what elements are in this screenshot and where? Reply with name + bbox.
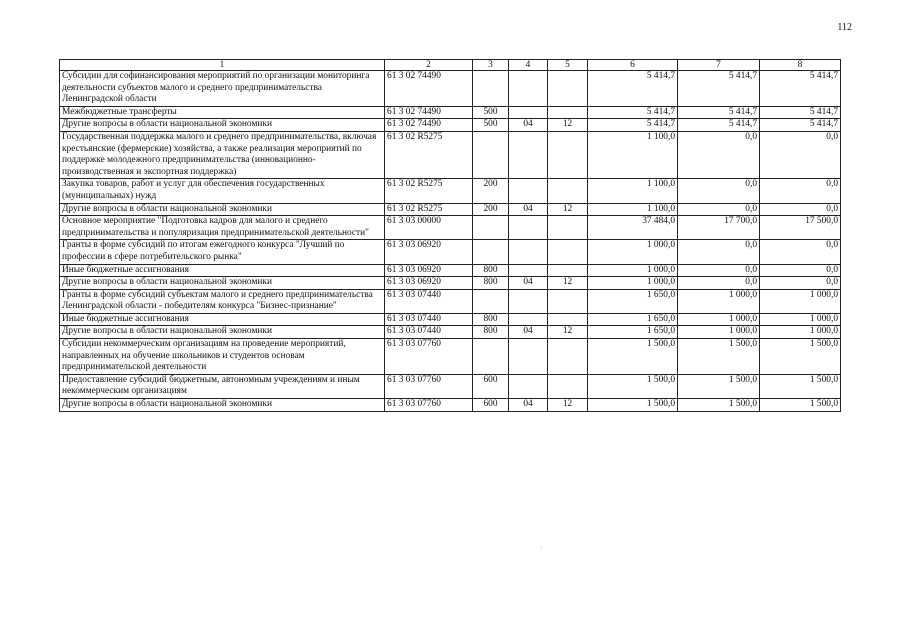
subsection-cell: [548, 374, 588, 398]
item-name-cell: Другие вопросы в области национальной экономики: [60, 203, 385, 216]
target-code-cell: 61 3 03 07440: [385, 289, 473, 313]
item-name-cell: Гранты в форме субсидий по итогам ежегодного конкурса "Лучший по профессии в сфере потребительского рынка": [60, 240, 385, 264]
subsection-cell: [548, 264, 588, 277]
subsection-cell: 12: [548, 326, 588, 339]
table-row: [60, 216, 841, 240]
subsection-cell: [548, 131, 588, 178]
expense-type-cell: 500: [473, 119, 509, 132]
column-header-7: 7: [678, 60, 760, 71]
amount-year-3-cell: 5 414,7: [760, 71, 841, 107]
amount-year-2-cell: 5 414,7: [678, 119, 760, 132]
section-cell: [509, 71, 548, 107]
subsection-cell: 12: [548, 203, 588, 216]
amount-year-2-cell: 1 500,0: [678, 399, 760, 412]
table-row: [60, 71, 841, 107]
column-header-5: 5: [548, 60, 588, 71]
section-cell: 04: [509, 326, 548, 339]
item-name-cell: Субсидии для софинансирования мероприятий по организации мониторинга деятельности субъектов малого и среднего предпринимательства Ленинградской области: [60, 71, 385, 107]
amount-year-3-cell: 5 414,7: [760, 119, 841, 132]
amount-year-1-cell: 1 650,0: [588, 313, 678, 326]
amount-year-3-cell: 0,0: [760, 264, 841, 277]
amount-year-3-cell: 1 000,0: [760, 313, 841, 326]
column-header-2: 2: [385, 60, 473, 71]
section-cell: [509, 289, 548, 313]
item-name-cell: Другие вопросы в области национальной экономики: [60, 326, 385, 339]
target-code-cell: 61 3 02 74490: [385, 71, 473, 107]
amount-year-1-cell: 5 414,7: [588, 71, 678, 107]
amount-year-3-cell: 17 500,0: [760, 216, 841, 240]
target-code-cell: 61 3 03 06920: [385, 240, 473, 264]
subsection-cell: [548, 339, 588, 375]
expense-type-cell: 500: [473, 106, 509, 119]
item-name-cell: Гранты в форме субсидий субъектам малого и среднего предпринимательства Ленинградской области - победителям конкурса "Бизнес-признание": [60, 289, 385, 313]
section-cell: [509, 216, 548, 240]
target-code-cell: 61 3 03 06920: [385, 264, 473, 277]
amount-year-2-cell: 0,0: [678, 203, 760, 216]
subsection-cell: [548, 106, 588, 119]
item-name-cell: Другие вопросы в области национальной экономики: [60, 399, 385, 412]
amount-year-3-cell: 1 500,0: [760, 374, 841, 398]
expense-type-cell: [473, 289, 509, 313]
amount-year-2-cell: 0,0: [678, 179, 760, 203]
table-row: [60, 240, 841, 264]
expense-type-cell: 800: [473, 264, 509, 277]
table-row: [60, 277, 841, 290]
target-code-cell: 61 3 03 07760: [385, 374, 473, 398]
amount-year-3-cell: 1 000,0: [760, 289, 841, 313]
amount-year-3-cell: 0,0: [760, 203, 841, 216]
expense-type-cell: [473, 339, 509, 375]
amount-year-2-cell: 17 700,0: [678, 216, 760, 240]
expense-type-cell: 800: [473, 313, 509, 326]
subsection-cell: [548, 313, 588, 326]
amount-year-2-cell: 5 414,7: [678, 106, 760, 119]
subsection-cell: [548, 240, 588, 264]
target-code-cell: 61 3 02 R5275: [385, 179, 473, 203]
section-cell: 04: [509, 277, 548, 290]
amount-year-3-cell: 1 000,0: [760, 326, 841, 339]
expense-type-cell: [473, 131, 509, 178]
column-header-8: 8: [760, 60, 841, 71]
item-name-cell: Другие вопросы в области национальной экономики: [60, 119, 385, 132]
subsection-cell: 12: [548, 277, 588, 290]
amount-year-3-cell: 0,0: [760, 277, 841, 290]
item-name-cell: Межбюджетные трансферты: [60, 106, 385, 119]
item-name-cell: Основное мероприятие "Подготовка кадров для малого и среднего предпринимательства и популяризация предпринимательской деятельности": [60, 216, 385, 240]
amount-year-1-cell: 1 100,0: [588, 179, 678, 203]
section-cell: [509, 179, 548, 203]
expense-type-cell: 200: [473, 203, 509, 216]
column-header-6: 6: [588, 60, 678, 71]
expense-type-cell: 600: [473, 374, 509, 398]
amount-year-2-cell: 1 500,0: [678, 374, 760, 398]
expense-type-cell: [473, 216, 509, 240]
section-cell: 04: [509, 203, 548, 216]
subsection-cell: 12: [548, 399, 588, 412]
amount-year-1-cell: 1 650,0: [588, 326, 678, 339]
expense-type-cell: 800: [473, 326, 509, 339]
item-name-cell: Другие вопросы в области национальной экономики: [60, 277, 385, 290]
section-cell: [509, 240, 548, 264]
target-code-cell: 61 3 02 R5275: [385, 203, 473, 216]
table-row: [60, 106, 841, 119]
amount-year-2-cell: 1 500,0: [678, 339, 760, 375]
table-row: [60, 203, 841, 216]
item-name-cell: Закупка товаров, работ и услуг для обеспечения государственных (муниципальных) нужд: [60, 179, 385, 203]
amount-year-1-cell: 1 000,0: [588, 264, 678, 277]
amount-year-3-cell: 0,0: [760, 240, 841, 264]
section-cell: [509, 131, 548, 178]
target-code-cell: 61 3 02 74490: [385, 106, 473, 119]
amount-year-2-cell: 1 000,0: [678, 326, 760, 339]
amount-year-2-cell: 0,0: [678, 264, 760, 277]
target-code-cell: 61 3 03 07440: [385, 313, 473, 326]
table-row: [60, 289, 841, 313]
section-cell: [509, 313, 548, 326]
amount-year-3-cell: 5 414,7: [760, 106, 841, 119]
amount-year-1-cell: 1 500,0: [588, 374, 678, 398]
section-cell: [509, 339, 548, 375]
target-code-cell: 61 3 03 07760: [385, 339, 473, 375]
amount-year-1-cell: 37 484,0: [588, 216, 678, 240]
expense-type-cell: 600: [473, 399, 509, 412]
expense-type-cell: 800: [473, 277, 509, 290]
amount-year-1-cell: 5 414,7: [588, 119, 678, 132]
item-name-cell: Иные бюджетные ассигнования: [60, 313, 385, 326]
item-name-cell: Государственная поддержка малого и среднего предпринимательства, включая крестьянские (фермерские) хозяйства, а также реализация мероприятий по поддержке молодежного предпринимательства (инновационно-производственная и экспортная поддержка): [60, 131, 385, 178]
amount-year-1-cell: 1 500,0: [588, 399, 678, 412]
amount-year-2-cell: 1 000,0: [678, 289, 760, 313]
item-name-cell: Иные бюджетные ассигнования: [60, 264, 385, 277]
item-name-cell: Субсидии некоммерческим организациям на проведение мероприятий, направленных на обучение школьников и студентов основам предпринимательской деятельности: [60, 339, 385, 375]
amount-year-3-cell: 1 500,0: [760, 339, 841, 375]
amount-year-3-cell: 0,0: [760, 131, 841, 178]
scan-speck: ·: [540, 543, 543, 552]
item-name-cell: Предоставление субсидий бюджетным, автономным учреждениям и иным некоммерческим организациям: [60, 374, 385, 398]
table-row: [60, 179, 841, 203]
table-row: [60, 339, 841, 375]
table-header-row: [60, 60, 841, 71]
budget-table: [59, 59, 841, 412]
expense-type-cell: 200: [473, 179, 509, 203]
table-row: [60, 313, 841, 326]
section-cell: [509, 374, 548, 398]
amount-year-1-cell: 5 414,7: [588, 106, 678, 119]
subsection-cell: [548, 216, 588, 240]
amount-year-1-cell: 1 000,0: [588, 240, 678, 264]
amount-year-2-cell: 5 414,7: [678, 71, 760, 107]
amount-year-2-cell: 1 000,0: [678, 313, 760, 326]
amount-year-1-cell: 1 100,0: [588, 131, 678, 178]
subsection-cell: [548, 179, 588, 203]
amount-year-2-cell: 0,0: [678, 277, 760, 290]
column-header-4: 4: [509, 60, 548, 71]
amount-year-1-cell: 1 500,0: [588, 339, 678, 375]
section-cell: 04: [509, 399, 548, 412]
section-cell: [509, 264, 548, 277]
subsection-cell: [548, 289, 588, 313]
amount-year-3-cell: 1 500,0: [760, 399, 841, 412]
table-row: [60, 326, 841, 339]
table-row: [60, 131, 841, 178]
amount-year-1-cell: 1 000,0: [588, 277, 678, 290]
table-row: [60, 374, 841, 398]
page-number: 112: [837, 22, 852, 33]
target-code-cell: 61 3 03 07440: [385, 326, 473, 339]
subsection-cell: [548, 71, 588, 107]
expense-type-cell: [473, 240, 509, 264]
table-row: [60, 399, 841, 412]
target-code-cell: 61 3 03 00000: [385, 216, 473, 240]
column-header-3: 3: [473, 60, 509, 71]
target-code-cell: 61 3 02 R5275: [385, 131, 473, 178]
target-code-cell: 61 3 03 07760: [385, 399, 473, 412]
amount-year-3-cell: 0,0: [760, 179, 841, 203]
target-code-cell: 61 3 03 06920: [385, 277, 473, 290]
table-row: [60, 119, 841, 132]
section-cell: 04: [509, 119, 548, 132]
amount-year-2-cell: 0,0: [678, 240, 760, 264]
table-row: [60, 264, 841, 277]
amount-year-1-cell: 1 650,0: [588, 289, 678, 313]
expense-type-cell: [473, 71, 509, 107]
table-body: [60, 71, 841, 412]
amount-year-1-cell: 1 100,0: [588, 203, 678, 216]
section-cell: [509, 106, 548, 119]
subsection-cell: 12: [548, 119, 588, 132]
column-header-1: 1: [60, 60, 385, 71]
target-code-cell: 61 3 02 74490: [385, 119, 473, 132]
amount-year-2-cell: 0,0: [678, 131, 760, 178]
